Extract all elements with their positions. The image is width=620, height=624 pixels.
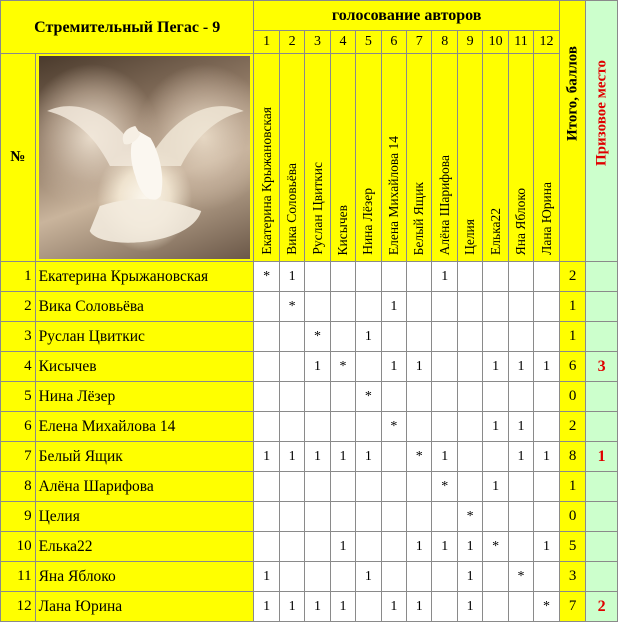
vote-cell[interactable] [356,412,381,442]
vote-cell[interactable] [457,412,482,442]
total-header [559,1,585,262]
column-number: 2 [279,31,304,54]
row-number: 12 [1,592,36,622]
vote-cell[interactable]: 1 [483,472,508,502]
vote-cell[interactable] [508,472,533,502]
vote-cell[interactable] [279,562,304,592]
row-author-name: Яна Яблоко [35,562,254,592]
column-author-name: Елька22 [487,208,503,255]
vote-cell[interactable] [534,562,560,592]
vote-cell[interactable] [330,292,355,322]
column-author-header [254,54,279,262]
column-author-header [330,54,355,262]
vote-cell[interactable] [356,352,381,382]
column-author-name: Елена Михайлова 14 [385,135,401,255]
total-cell: 7 [559,592,585,622]
table-row [1,442,618,472]
column-author-name: Екатерина Крыжановская [258,107,274,255]
total-cell: 0 [559,502,585,532]
column-number: 4 [330,31,355,54]
column-number: 6 [381,31,406,54]
vote-cell[interactable] [457,382,482,412]
row-number: 9 [1,502,36,532]
vote-cell[interactable] [432,292,457,322]
vote-cell[interactable]: 1 [254,442,279,472]
vote-cell[interactable]: * [534,592,560,622]
picture-cell [35,54,254,262]
vote-cell[interactable] [330,472,355,502]
table-row [1,322,618,352]
prize-cell: 2 [586,592,618,622]
vote-cell[interactable] [254,502,279,532]
vote-cell[interactable] [407,262,432,292]
column-number: 9 [457,31,482,54]
vote-cell[interactable] [407,472,432,502]
vote-cell[interactable] [432,322,457,352]
no-header: № [1,54,36,262]
table-row [1,412,618,442]
vote-cell[interactable] [356,292,381,322]
vote-cell[interactable] [407,322,432,352]
vote-cell[interactable]: * [254,262,279,292]
prize-header-label: Призовое место [593,59,610,166]
prize-cell [586,532,618,562]
pegasus-picture [39,56,251,259]
vote-cell[interactable] [305,262,330,292]
vote-cell[interactable] [407,502,432,532]
vote-cell[interactable] [432,592,457,622]
column-author-header [381,54,406,262]
prize-cell [586,472,618,502]
vote-cell[interactable] [432,382,457,412]
vote-cell[interactable]: 1 [508,352,533,382]
vote-cell[interactable]: * [508,562,533,592]
prize-cell: 1 [586,442,618,472]
vote-cell[interactable] [305,412,330,442]
vote-cell[interactable] [508,262,533,292]
column-author-name: Лана Юрина [538,182,554,255]
vote-cell[interactable] [254,382,279,412]
vote-cell[interactable] [356,472,381,502]
vote-cell[interactable] [483,442,508,472]
column-author-name: Нина Лёзер [360,188,376,255]
column-author-name: Яна Яблоко [513,187,529,255]
vote-cell[interactable] [508,502,533,532]
vote-cell[interactable] [330,502,355,532]
column-author-name: Белый Ящик [411,181,427,255]
vote-cell[interactable]: 1 [534,352,560,382]
total-cell: 3 [559,562,585,592]
prize-cell [586,382,618,412]
vote-cell[interactable] [356,532,381,562]
column-number: 11 [508,31,533,54]
column-author-header [457,54,482,262]
vote-cell[interactable]: 1 [356,442,381,472]
column-author-header [483,54,508,262]
vote-cell[interactable]: * [356,382,381,412]
vote-cell[interactable] [305,502,330,532]
vote-cell[interactable]: 1 [305,592,330,622]
column-author-header [508,54,533,262]
vote-cell[interactable] [279,502,304,532]
row-author-name: Нина Лёзер [35,382,254,412]
vote-cell[interactable] [483,322,508,352]
vote-cell[interactable] [483,562,508,592]
row-number: 2 [1,292,36,322]
row-number: 8 [1,472,36,502]
column-author-header [407,54,432,262]
vote-cell[interactable]: 1 [279,442,304,472]
vote-cell[interactable] [305,532,330,562]
vote-cell[interactable] [534,502,560,532]
total-cell: 2 [559,412,585,442]
prize-cell [586,502,618,532]
vote-cell[interactable]: * [381,412,406,442]
row-number: 6 [1,412,36,442]
vote-cell[interactable]: * [483,532,508,562]
vote-cell[interactable] [534,412,560,442]
vote-cell[interactable]: 1 [432,442,457,472]
vote-cell[interactable] [483,592,508,622]
prize-cell [586,322,618,352]
prize-header [586,1,618,262]
table-row [1,592,618,622]
vote-cell[interactable]: 1 [407,592,432,622]
vote-cell[interactable] [305,382,330,412]
vote-cell[interactable] [356,502,381,532]
row-author-name: Елька22 [35,532,254,562]
vote-cell[interactable]: 1 [432,532,457,562]
vote-cell[interactable] [432,352,457,382]
column-number: 10 [483,31,508,54]
vote-cell[interactable]: * [305,322,330,352]
row-author-name: Елена Михайлова 14 [35,412,254,442]
vote-cell[interactable] [305,562,330,592]
vote-cell[interactable]: * [330,352,355,382]
vote-cell[interactable] [381,562,406,592]
vote-cell[interactable]: 1 [381,592,406,622]
row-number: 3 [1,322,36,352]
vote-cell[interactable] [254,292,279,322]
vote-cell[interactable] [254,472,279,502]
row-number: 7 [1,442,36,472]
vote-cell[interactable] [356,592,381,622]
vote-cell[interactable] [457,442,482,472]
vote-cell[interactable] [381,502,406,532]
vote-cell[interactable] [279,472,304,502]
total-cell: 1 [559,292,585,322]
column-number: 5 [356,31,381,54]
vote-cell[interactable] [254,322,279,352]
prize-cell: 3 [586,352,618,382]
table-row [1,382,618,412]
vote-cell[interactable] [279,412,304,442]
row-number: 5 [1,382,36,412]
vote-cell[interactable] [457,292,482,322]
vote-cell[interactable] [508,532,533,562]
vote-cell[interactable] [381,262,406,292]
column-number: 8 [432,31,457,54]
vote-cell[interactable] [407,412,432,442]
vote-cell[interactable]: 1 [534,532,560,562]
vote-cell[interactable] [508,382,533,412]
row-number: 10 [1,532,36,562]
vote-cell[interactable] [534,292,560,322]
vote-cell[interactable]: * [279,292,304,322]
vote-cell[interactable] [381,532,406,562]
vote-cell[interactable]: 1 [381,292,406,322]
vote-cell[interactable] [432,502,457,532]
total-cell: 1 [559,472,585,502]
vote-cell[interactable] [407,382,432,412]
vote-cell[interactable] [279,322,304,352]
column-author-name: Алёна Шарифова [436,154,452,255]
vote-cell[interactable] [457,472,482,502]
vote-cell[interactable] [381,322,406,352]
total-cell: 5 [559,532,585,562]
vote-cell[interactable] [483,382,508,412]
vote-cell[interactable] [330,262,355,292]
vote-cell[interactable] [330,412,355,442]
row-author-name: Белый Ящик [35,442,254,472]
row-author-name: Целия [35,502,254,532]
pegasus-illustration [39,56,251,259]
prize-cell [586,562,618,592]
vote-cell[interactable]: 1 [356,322,381,352]
vote-cell[interactable] [432,562,457,592]
vote-cell[interactable]: * [457,502,482,532]
vote-cell[interactable]: * [432,472,457,502]
vote-cell[interactable] [279,532,304,562]
column-number: 3 [305,31,330,54]
row-author-name: Алёна Шарифова [35,472,254,502]
vote-cell[interactable] [381,442,406,472]
total-cell: 0 [559,382,585,412]
vote-cell[interactable]: * [407,442,432,472]
vote-cell[interactable]: 1 [508,442,533,472]
vote-cell[interactable]: 1 [305,442,330,472]
vote-cell[interactable]: 1 [407,352,432,382]
column-author-header [279,54,304,262]
row-author-name: Лана Юрина [35,592,254,622]
row-author-name: Екатерина Крыжановская [35,262,254,292]
table-row [1,532,618,562]
vote-cell[interactable] [483,502,508,532]
vote-cell[interactable] [457,352,482,382]
column-author-header [356,54,381,262]
vote-cell[interactable] [457,262,482,292]
vote-cell[interactable]: 1 [407,532,432,562]
vote-cell[interactable]: 1 [279,262,304,292]
vote-cell[interactable] [254,412,279,442]
vote-cell[interactable]: 1 [457,562,482,592]
vote-cell[interactable] [381,472,406,502]
vote-cell[interactable] [508,322,533,352]
vote-cell[interactable]: 1 [254,592,279,622]
vote-cell[interactable] [432,412,457,442]
vote-cell[interactable] [254,352,279,382]
voting-header: голосование авторов [254,1,559,31]
row-number: 1 [1,262,36,292]
vote-cell[interactable] [254,532,279,562]
total-cell: 6 [559,352,585,382]
table-row [1,502,618,532]
sheet-title: Стремительный Пегас - 9 [1,1,254,54]
vote-cell[interactable] [330,322,355,352]
column-author-header [432,54,457,262]
row-number: 4 [1,352,36,382]
vote-cell[interactable] [534,262,560,292]
prize-cell [586,262,618,292]
total-cell: 8 [559,442,585,472]
vote-cell[interactable]: 1 [483,352,508,382]
total-cell: 2 [559,262,585,292]
vote-cell[interactable]: 1 [457,532,482,562]
column-author-name: Кисычев [334,204,350,255]
column-number: 7 [407,31,432,54]
vote-cell[interactable] [330,562,355,592]
vote-cell[interactable] [483,292,508,322]
vote-cell[interactable]: 1 [381,352,406,382]
vote-cell[interactable]: 1 [330,592,355,622]
vote-cell[interactable] [483,262,508,292]
vote-cell[interactable] [534,382,560,412]
vote-cell[interactable] [508,592,533,622]
column-author-name: Целия [462,219,478,255]
vote-cell[interactable]: 1 [254,562,279,592]
vote-cell[interactable]: 1 [534,442,560,472]
column-author-header [534,54,560,262]
table-row [1,472,618,502]
row-author-name: Руслан Цвиткис [35,322,254,352]
vote-cell[interactable] [407,562,432,592]
table-row [1,562,618,592]
vote-cell[interactable] [457,322,482,352]
vote-cell[interactable]: 1 [330,442,355,472]
vote-cell[interactable] [381,382,406,412]
prize-cell [586,412,618,442]
column-author-header [305,54,330,262]
prize-cell [586,292,618,322]
vote-cell[interactable]: 1 [457,592,482,622]
vote-cell[interactable] [305,472,330,502]
vote-cell[interactable] [279,382,304,412]
vote-cell[interactable] [534,472,560,502]
vote-cell[interactable] [356,262,381,292]
total-cell: 1 [559,322,585,352]
row-number: 11 [1,562,36,592]
column-author-name: Вика Соловьёва [284,163,300,255]
table-row [1,292,618,322]
total-header-label: Итого, баллов [564,46,581,141]
vote-cell[interactable]: 1 [508,412,533,442]
table-row [1,262,618,292]
column-author-name: Руслан Цвиткис [309,162,325,255]
vote-cell[interactable]: 1 [330,532,355,562]
vote-cell[interactable] [330,382,355,412]
vote-cell[interactable] [407,292,432,322]
column-number: 12 [534,31,560,54]
vote-cell[interactable] [534,322,560,352]
vote-cell[interactable]: 1 [305,352,330,382]
vote-cell[interactable]: 1 [279,592,304,622]
vote-cell[interactable]: 1 [356,562,381,592]
column-number: 1 [254,31,279,54]
vote-cell[interactable] [279,352,304,382]
row-author-name: Кисычев [35,352,254,382]
vote-cell[interactable] [305,292,330,322]
row-author-name: Вика Соловьёва [35,292,254,322]
table-row [1,352,618,382]
vote-cell[interactable]: 1 [432,262,457,292]
vote-cell[interactable] [508,292,533,322]
vote-cell[interactable]: 1 [483,412,508,442]
